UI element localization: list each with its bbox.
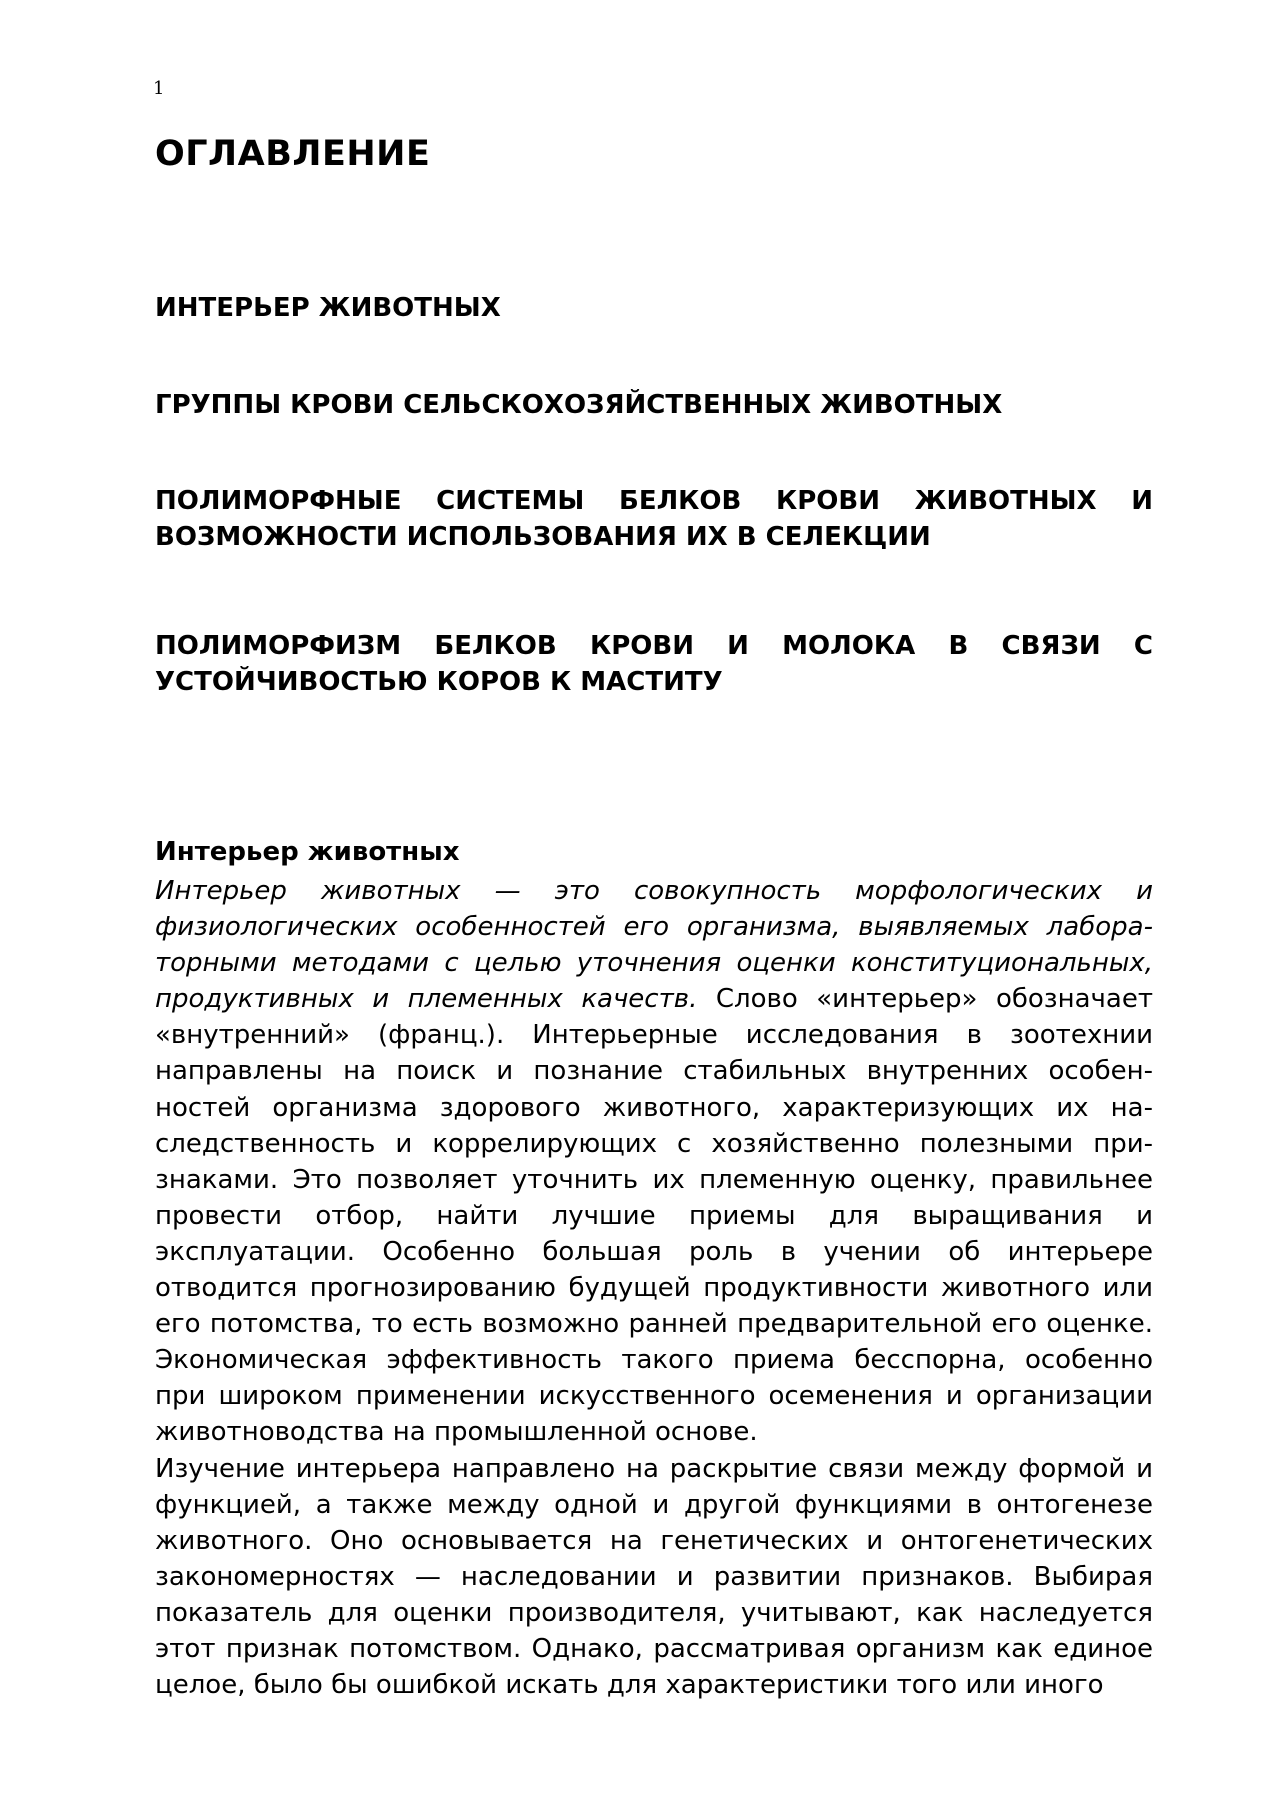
toc-entry-interior[interactable]	[155, 290, 1153, 326]
toc-entry-polymorphism-mastitis[interactable]	[155, 628, 1153, 700]
section-heading: Интерьер животных	[155, 837, 460, 867]
toc-entry-label: ПОЛИМОРФИЗМ БЕЛКОВ КРОВИ И МОЛОКА В СВЯЗИ С УСТОЙЧИВОСТЬЮ КОРОВ К МАСТИТУ	[155, 631, 1153, 697]
toc-entry-label: ПОЛИМОРФНЫЕ СИСТЕМЫ БЕЛКОВ КРОВИ ЖИВОТНЫХ И ВОЗМОЖНОСТИ ИСПОЛЬЗОВАНИЯ ИХ В СЕЛЕКЦИИ	[155, 486, 1153, 552]
toc-entry-polymorphic-systems[interactable]	[155, 483, 1153, 555]
section-body	[155, 873, 1153, 1703]
toc-entry-label: ГРУППЫ КРОВИ СЕЛЬСКОХОЗЯЙСТВЕННЫХ ЖИВОТНЫХ	[155, 390, 1003, 420]
paragraph-2: Изучение интерьера направлено на раскрытие связи между формой и функцией, а также между одной и другой функциями в онтогенезе животного. Оно основывается на генетических и онтогенетических закономерностях — наследовании и развитии признаков. Выбирая показатель для оценки производителя, учитывают, как наследуется этот признак потомством. Однако, рассматривая организм как единое целое, было бы ошибкой искать для характеристики того или иного	[155, 1453, 1153, 1701]
paragraph-1	[155, 873, 1153, 1451]
toc-entry-blood-groups[interactable]	[155, 387, 1153, 423]
page-number: 1	[153, 78, 165, 99]
toc-entry-label: ИНТЕРЬЕР ЖИВОТНЫХ	[155, 293, 501, 323]
toc-title: ОГЛАВЛЕНИЕ	[155, 134, 431, 174]
definition-text: Интерьер животных — это совокупность морфологических и физиологических особенностей его организма, выявляемых лабораторными методами с целью уточнения оценки конституциональных, продуктивных и племенных качеств.	[155, 876, 1153, 1015]
paragraph-1-text: Слово «интерьер» обозначает «внутренний» (франц.). Интерьерные исследования в зоотехнии направлены на поиск и познание стабильных внутренних особенностей организма здорового животного, характеризующих их наследственность и коррелирующих с хозяйственно полезными признаками. Это позволяет уточнить их племенную оценку, правильнее провести отбор, найти лучшие приемы для выращивания и эксплуатации. Особенно большая роль в учении об интерьере отводится прогнозированию будущей продуктивности животного или его потомства, то есть возможно ранней предварительной его оценке. Экономическая эффективность такого приема бесспорна, особенно при широком применении искусственного осеменения и организации животноводства на промышленной основе.	[155, 984, 1153, 1448]
